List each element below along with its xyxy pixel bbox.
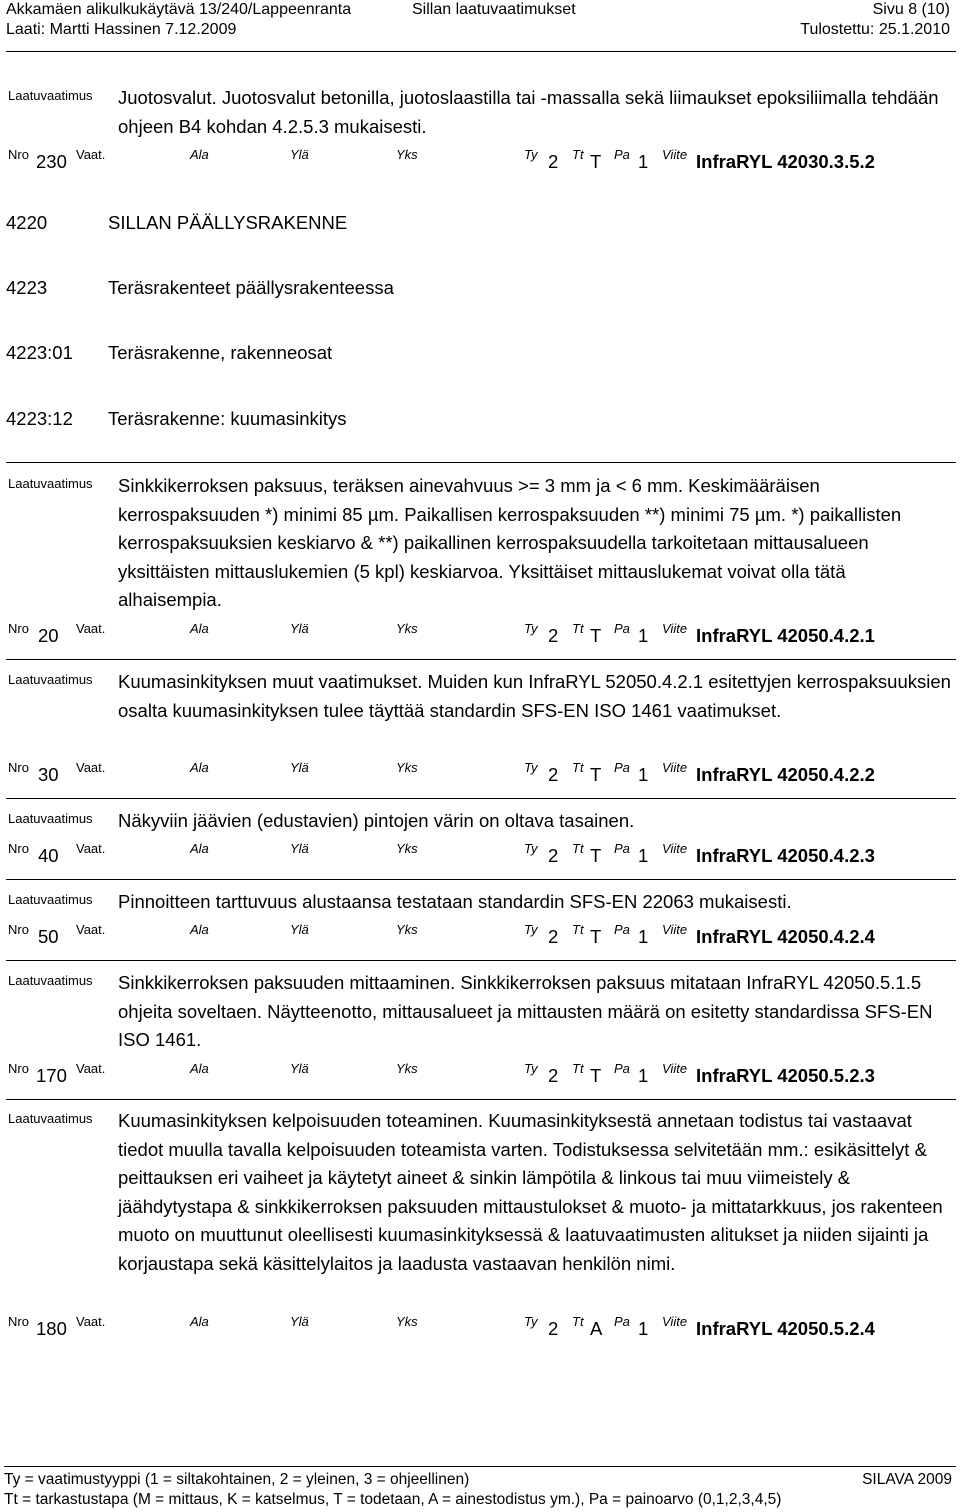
viite-label: Viite (662, 841, 688, 856)
requirement-label: Laatuvaatimus (8, 973, 93, 988)
vaat-label: Vaat. (76, 922, 106, 937)
nro-value: 50 (38, 926, 59, 947)
header-divider (6, 51, 956, 52)
ty-label: Ty (524, 1314, 538, 1329)
ty-value: 2 (548, 764, 559, 785)
requirement-text: Juotosvalut. Juotosvalut betonilla, juotoslaastilla tai -massalla sekä liimaukset epoksiliimalla tehdään ohjeen B4 kohdan 4.2.5.3 mukaisesti. (118, 87, 939, 137)
requirement-label: Laatuvaatimus (8, 1111, 93, 1126)
requirement-text: Kuumasinkityksen kelpoisuuden toteaminen. Kuumasinkityksestä annetaan todistus tai vastaavat tiedot muulla tavalla kelpoisuuden toteamista varten. Todistuksessa selvitetään mm.: esikäsittelyt & peittauksen eri vaiheet ja käytetyt aineet & sinkin lämpötila & linkous tai muu viimeistely & jäähdytystapa & sinkkikerroksen paksuuden mittaustulokset & muoto- ja mittatarkkuus, jos rakenteen muoto on muuttunut oleellisesti kuumasinkityksessä & laatuvaatimusten alitukset ja niiden sijainti ja korjaustapa sekä käsittelylaitos ja laadusta vastaavan henkilön nimi. (118, 1110, 943, 1274)
requirement-divider (6, 960, 956, 961)
yks-label: Yks (396, 922, 418, 937)
requirement-label: Laatuvaatimus (8, 672, 93, 687)
nro-value: 20 (38, 625, 59, 646)
tt-value: T (590, 1065, 602, 1086)
yla-label: Ylä (290, 1314, 309, 1329)
tt-label: Tt (572, 760, 584, 775)
author-date: Laati: Martti Hassinen 7.12.2009 (6, 21, 237, 38)
requirement-divider (6, 1099, 956, 1100)
ala-label: Ala (190, 841, 209, 856)
yks-label: Yks (396, 1314, 418, 1329)
ty-label: Ty (524, 841, 538, 856)
yks-label: Yks (396, 147, 418, 162)
ty-value: 2 (548, 926, 559, 947)
ty-label: Ty (524, 922, 538, 937)
yla-label: Ylä (290, 1061, 309, 1076)
ala-label: Ala (190, 922, 209, 937)
nro-label: Nro (8, 1061, 29, 1076)
requirement-meta-row (0, 1314, 960, 1344)
nro-value: 30 (38, 764, 59, 785)
ty-label: Ty (524, 1061, 538, 1076)
nro-label: Nro (8, 147, 29, 162)
viite-value: InfraRYL 42050.5.2.3 (696, 1065, 875, 1086)
section-code: 4220 (6, 212, 48, 233)
requirement-divider (6, 462, 956, 463)
ty-value: 2 (548, 1318, 559, 1339)
nro-label: Nro (8, 760, 29, 775)
requirement-divider (6, 659, 956, 660)
vaat-label: Vaat. (76, 760, 106, 775)
viite-value: InfraRYL 42050.5.2.4 (696, 1318, 875, 1339)
pa-value: 1 (638, 625, 649, 646)
pa-value: 1 (638, 845, 649, 866)
tt-value: T (590, 764, 602, 785)
footer-legend-ty: Ty = vaatimustyyppi (1 = siltakohtainen, 2 = yleinen, 3 = ohjeellinen) (4, 1471, 470, 1488)
nro-value: 40 (38, 845, 59, 866)
viite-value: InfraRYL 42030.3.5.2 (696, 151, 875, 172)
viite-value: InfraRYL 42050.4.2.2 (696, 764, 875, 785)
pa-label: Pa (614, 1314, 630, 1329)
requirement-text: Sinkkikerroksen paksuus, teräksen ainevahvuus >= 3 mm ja < 6 mm. Keskimääräisen kerrospaksuuden *) minimi 85 µm. Paikallisen kerrospaksuuden **) minimi 75 µm. *) paikallisten kerrospaksuuksien keskiarvo & **) paikallinen kerrospaksuudella tarkoitetaan mittausalueen yksittäisten mittauslukemien (5 kpl) keskiarvoa. Yksittäiset mittauslukemat voivat olla tätä alhaisempia. (118, 475, 902, 610)
pa-value: 1 (638, 926, 649, 947)
vaat-label: Vaat. (76, 1061, 106, 1076)
ty-value: 2 (548, 625, 559, 646)
nro-value: 230 (36, 151, 67, 172)
section-title: Teräsrakenteet päällysrakenteessa (108, 277, 394, 298)
yla-label: Ylä (290, 922, 309, 937)
nro-value: 170 (36, 1065, 67, 1086)
section-code: 4223 (6, 277, 48, 298)
vaat-label: Vaat. (76, 841, 106, 856)
nro-label: Nro (8, 841, 29, 856)
viite-label: Viite (662, 760, 688, 775)
project-name: Akkamäen alikulkukäytävä 13/240/Lappeenranta (6, 1, 352, 18)
nro-label: Nro (8, 922, 29, 937)
footer-legend-tt: Tt = tarkastustapa (M = mittaus, K = katselmus, T = todetaan, A = ainestodistus ym.), Pa = painoarvo (0,1,2,3,4,5) (4, 1491, 782, 1508)
tt-label: Tt (572, 841, 584, 856)
viite-value: InfraRYL 42050.4.2.3 (696, 845, 875, 866)
footer-brand: SILAVA 2009 (862, 1471, 952, 1488)
ty-label: Ty (524, 621, 538, 636)
section-code: 4223:01 (6, 342, 73, 363)
section-title: Teräsrakenne, rakenneosat (108, 342, 333, 363)
viite-value: InfraRYL 42050.4.2.1 (696, 625, 875, 646)
yla-label: Ylä (290, 841, 309, 856)
ala-label: Ala (190, 760, 209, 775)
footer-line-2 (4, 1489, 956, 1511)
tt-label: Tt (572, 922, 584, 937)
pa-label: Pa (614, 147, 630, 162)
section-title: SILLAN PÄÄLLYSRAKENNE (108, 212, 348, 233)
requirement-text: Kuumasinkityksen muut vaatimukset. Muiden kun InfraRYL 52050.4.2.1 esitettyjen kerrospaksuuksien osalta kuumasinkityksen tulee täyttää standardin SFS-EN ISO 1461 vaatimukset. (118, 671, 951, 721)
page-number: Sivu 8 (10) (872, 1, 950, 18)
section-code: 4223:12 (6, 408, 73, 429)
viite-label: Viite (662, 922, 688, 937)
pa-value: 1 (638, 764, 649, 785)
ty-value: 2 (548, 151, 559, 172)
ala-label: Ala (190, 1061, 209, 1076)
requirement-text: Pinnoitteen tarttuvuus alustaansa testataan standardin SFS-EN 22063 mukaisesti. (118, 891, 792, 912)
yks-label: Yks (396, 621, 418, 636)
ty-value: 2 (548, 845, 559, 866)
requirement-label: Laatuvaatimus (8, 88, 93, 103)
nro-value: 180 (36, 1318, 67, 1339)
requirement-text: Näkyviin jäävien (edustavien) pintojen värin on oltava tasainen. (118, 810, 635, 831)
pa-label: Pa (614, 922, 630, 937)
pa-value: 1 (638, 1065, 649, 1086)
ty-label: Ty (524, 760, 538, 775)
tt-value: T (590, 151, 602, 172)
vaat-label: Vaat. (76, 1314, 106, 1329)
ala-label: Ala (190, 147, 209, 162)
ala-label: Ala (190, 621, 209, 636)
pa-value: 1 (638, 1318, 649, 1339)
requirement-label: Laatuvaatimus (8, 811, 93, 826)
requirement-meta-row (0, 621, 960, 651)
nro-label: Nro (8, 1314, 29, 1329)
footer-line-1 (4, 1469, 956, 1491)
requirement-label: Laatuvaatimus (8, 476, 93, 491)
tt-value: T (590, 926, 602, 947)
requirement-meta-row (0, 760, 960, 790)
pa-label: Pa (614, 1061, 630, 1076)
ty-value: 2 (548, 1065, 559, 1086)
vaat-label: Vaat. (76, 147, 106, 162)
viite-label: Viite (662, 1314, 688, 1329)
tt-label: Tt (572, 147, 584, 162)
tt-value: T (590, 625, 602, 646)
section-title: Teräsrakenne: kuumasinkitys (108, 408, 347, 429)
pa-value: 1 (638, 151, 649, 172)
tt-label: Tt (572, 1061, 584, 1076)
ala-label: Ala (190, 1314, 209, 1329)
requirement-divider (6, 798, 956, 799)
requirement-divider (6, 879, 956, 880)
requirement-meta-row (0, 922, 960, 952)
requirement-meta-row (0, 147, 960, 177)
vaat-label: Vaat. (76, 621, 106, 636)
footer-divider (4, 1466, 956, 1467)
pa-label: Pa (614, 621, 630, 636)
pa-label: Pa (614, 841, 630, 856)
yks-label: Yks (396, 841, 418, 856)
print-date: Tulostettu: 25.1.2010 (800, 21, 950, 38)
yks-label: Yks (396, 1061, 418, 1076)
pa-label: Pa (614, 760, 630, 775)
viite-label: Viite (662, 147, 688, 162)
tt-label: Tt (572, 1314, 584, 1329)
requirement-label: Laatuvaatimus (8, 892, 93, 907)
yla-label: Ylä (290, 621, 309, 636)
yks-label: Yks (396, 760, 418, 775)
nro-label: Nro (8, 621, 29, 636)
tt-value: T (590, 845, 602, 866)
viite-label: Viite (662, 621, 688, 636)
tt-label: Tt (572, 621, 584, 636)
viite-label: Viite (662, 1061, 688, 1076)
yla-label: Ylä (290, 147, 309, 162)
viite-value: InfraRYL 42050.4.2.4 (696, 926, 875, 947)
requirement-text: Sinkkikerroksen paksuuden mittaaminen. Sinkkikerroksen paksuus mitataan InfraRYL 42050.5.1.5 ohjeita soveltaen. Näytteenotto, mittausalueet ja mittausten määrä on esitetty standardissa SFS-EN ISO 1461. (118, 972, 933, 1050)
requirement-meta-row (0, 841, 960, 871)
requirement-meta-row (0, 1061, 960, 1091)
tt-value: A (590, 1318, 603, 1339)
yla-label: Ylä (290, 760, 309, 775)
document-title: Sillan laatuvaatimukset (412, 1, 576, 18)
ty-label: Ty (524, 147, 538, 162)
